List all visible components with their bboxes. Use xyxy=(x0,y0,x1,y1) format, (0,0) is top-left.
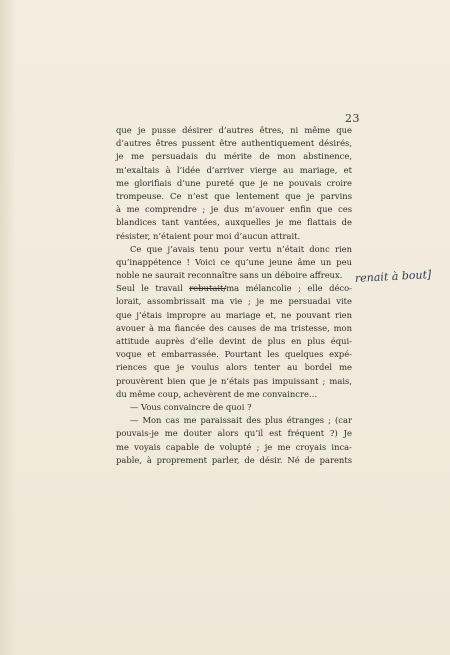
text-line: d’autres êtres pussent être authentiquement désirés, xyxy=(116,138,352,149)
text-line: pouvais-je me douter alors qu’il est fréquent ?) Je xyxy=(116,428,352,439)
text-line xyxy=(116,282,352,295)
text-line: prouvèrent bien que je n’étais pas impuissant ; mais, xyxy=(116,375,352,386)
text-line: riences que je voulus alors tenter au bordel me xyxy=(116,362,352,373)
struck-word: rebutait/ xyxy=(189,283,227,294)
text-line: que je pusse désirer d’autres êtres, ni même que xyxy=(116,125,352,135)
text-line: du même coup, achevèrent de me convaincre… xyxy=(116,388,318,399)
text-line: — Mon cas me paraissait des plus étranges ; (car xyxy=(130,415,352,426)
text-line: qu’inappétence ! Voici ce qu’une jeune âme un peu xyxy=(116,256,352,267)
text-line: attitude auprès d’elle devint de plus en plus équi- xyxy=(116,336,352,346)
text-segment: ma mélancolie ; elle déco- xyxy=(226,283,352,294)
body-text xyxy=(116,124,352,467)
text-line: Ce que j’avais tenu pour vertu n’était donc rien xyxy=(130,243,352,254)
text-segment: Seul le travail xyxy=(116,283,190,294)
text-line: blandices tant vantées, auxquelles je me flattais de xyxy=(116,217,352,228)
text-line: je me persuadais du mérite de mon abstinence, xyxy=(116,151,352,162)
text-line: trompeuse. Ce n’est que lentement que je parvins xyxy=(116,190,352,201)
text-line: que j’étais impropre au mariage et, ne pouvant rien xyxy=(116,309,352,320)
page-number: 23 xyxy=(345,112,360,125)
text-line: à me comprendre ; je dus m’avouer enfin que ces xyxy=(116,204,352,215)
text-line: me glorifiais d’une pureté que je ne pouvais croire xyxy=(116,177,352,188)
page-fold-shadow xyxy=(0,0,16,655)
text-line: résister, n’étaient pour moi d’aucun attrait. xyxy=(116,230,301,241)
text-line: — Vous convaincre de quoi ? xyxy=(130,401,252,412)
text-line: me voyais capable de volupté ; je me croyais inca- xyxy=(116,441,352,452)
text-line: m’exaltais à l’idée d’arriver vierge au mariage, et xyxy=(116,164,352,175)
text-line: lorait, assombrissait ma vie ; je me persuadai vite xyxy=(116,296,352,307)
text-line: noble ne saurait reconnaître sans un déboire affreux. xyxy=(116,270,343,281)
text-line: pable, à proprement parler, de désir. Né de parents xyxy=(116,454,352,465)
handwritten-margin-note: renait à bout] xyxy=(354,268,432,285)
text-line: avouer à ma fiancée des causes de ma tristesse, mon xyxy=(116,322,352,333)
text-line: voque et embarrassée. Pourtant les quelques expé- xyxy=(116,349,352,360)
